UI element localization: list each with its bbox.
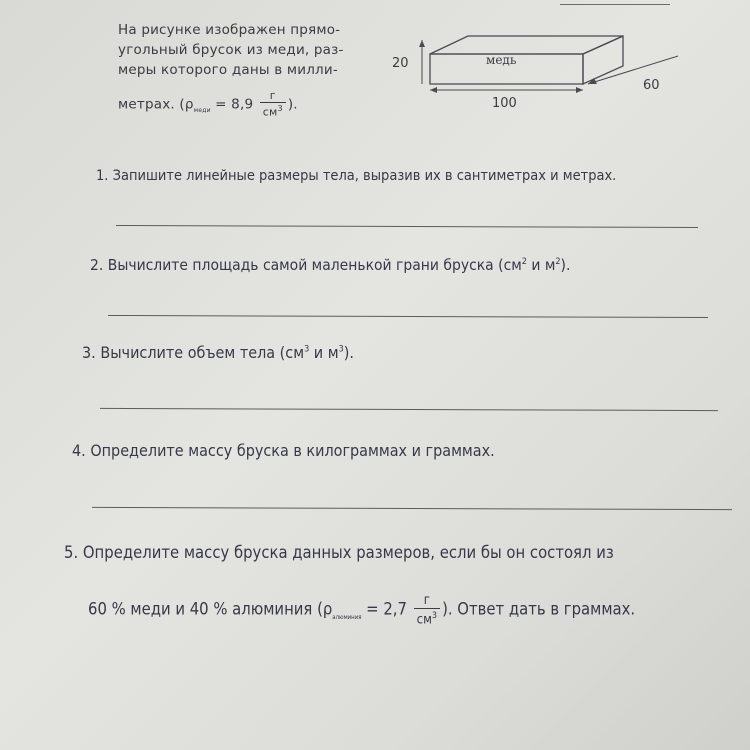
fraction-numerator: г — [414, 593, 440, 609]
fraction-den-unit: см — [416, 612, 432, 628]
formula-eq: = 8,9 — [210, 96, 254, 113]
fraction-denominator — [414, 609, 440, 627]
copper-block-diagram — [388, 14, 688, 114]
task-3 — [82, 343, 354, 362]
task-text-c: ). — [560, 256, 571, 274]
box-top-face — [430, 36, 623, 54]
task-number: 4. — [72, 441, 86, 460]
top-rule — [560, 4, 670, 5]
box-side-face — [583, 36, 623, 84]
task-1 — [96, 168, 616, 184]
task-sup-a: 2 — [521, 256, 527, 267]
formula-sub: меди — [193, 107, 211, 115]
task-5-continuation — [88, 593, 635, 627]
task-5-eq: = 2,7 — [361, 599, 407, 619]
task-text: Определите массу бруска данных размеров, если бы он состоял из — [82, 543, 614, 562]
fraction-numerator: г — [260, 90, 286, 103]
aluminium-sub: алюминия — [332, 613, 362, 621]
task-number: 2. — [90, 256, 104, 274]
formula-suffix: ). — [287, 96, 298, 113]
task-5-prefix: 60 % меди и 40 % алюминия (ρ — [88, 599, 333, 619]
depth-dimension-line — [588, 56, 678, 84]
height-label: 20 — [392, 56, 409, 71]
fraction-den-unit: см — [262, 105, 278, 119]
intro-text — [118, 20, 388, 121]
answer-line-3 — [100, 408, 718, 411]
task-sup-b: 2 — [555, 256, 561, 267]
formula-prefix: метрах. (ρ — [118, 96, 194, 113]
fraction-denominator — [260, 103, 286, 119]
task-text-a: Вычислите объем тела (см — [100, 343, 305, 362]
fraction-den-sup: 3 — [277, 104, 283, 113]
task-text: Определите массу бруска в килограммах и граммах. — [90, 441, 495, 460]
task-number: 5. — [64, 543, 79, 562]
task-sup-b: 3 — [338, 344, 344, 355]
length-arrow-left — [430, 87, 437, 93]
answer-line-2 — [108, 315, 708, 318]
copper-density-formula — [118, 90, 388, 121]
task-text-b: и м — [526, 256, 556, 274]
intro-line-3: меры которого даны в милли- — [118, 62, 338, 78]
length-arrow-right — [576, 87, 583, 93]
task-text: Запишите линейные размеры тела, выразив их в сантиметрах и метрах. — [112, 168, 617, 184]
task-text-c: ). — [343, 343, 354, 362]
task-number: 3. — [82, 343, 96, 362]
task-number: 1. — [96, 168, 109, 184]
task-2 — [90, 256, 570, 274]
task-5 — [64, 543, 614, 562]
answer-line-4 — [92, 507, 732, 510]
density-fraction — [260, 90, 286, 119]
intro-line-1: На рисунке изображен прямо- — [118, 22, 341, 38]
material-label: медь — [486, 53, 517, 67]
task-4 — [72, 441, 495, 460]
aluminium-density-fraction — [414, 593, 440, 627]
answer-line-1 — [116, 225, 698, 228]
fraction-den-sup: 3 — [431, 611, 438, 621]
task-text-a: Вычислите площадь самой маленькой грани бруска (см — [107, 256, 522, 274]
depth-label: 60 — [643, 78, 660, 93]
intro-line-2: угольный брусок из меди, раз- — [118, 42, 344, 58]
task-5-suffix: ). Ответ дать в граммах. — [442, 599, 636, 619]
length-label: 100 — [492, 96, 517, 111]
task-sup-a: 3 — [304, 344, 310, 355]
task-text-b: и м — [309, 343, 339, 362]
height-arrow-top — [419, 40, 425, 47]
